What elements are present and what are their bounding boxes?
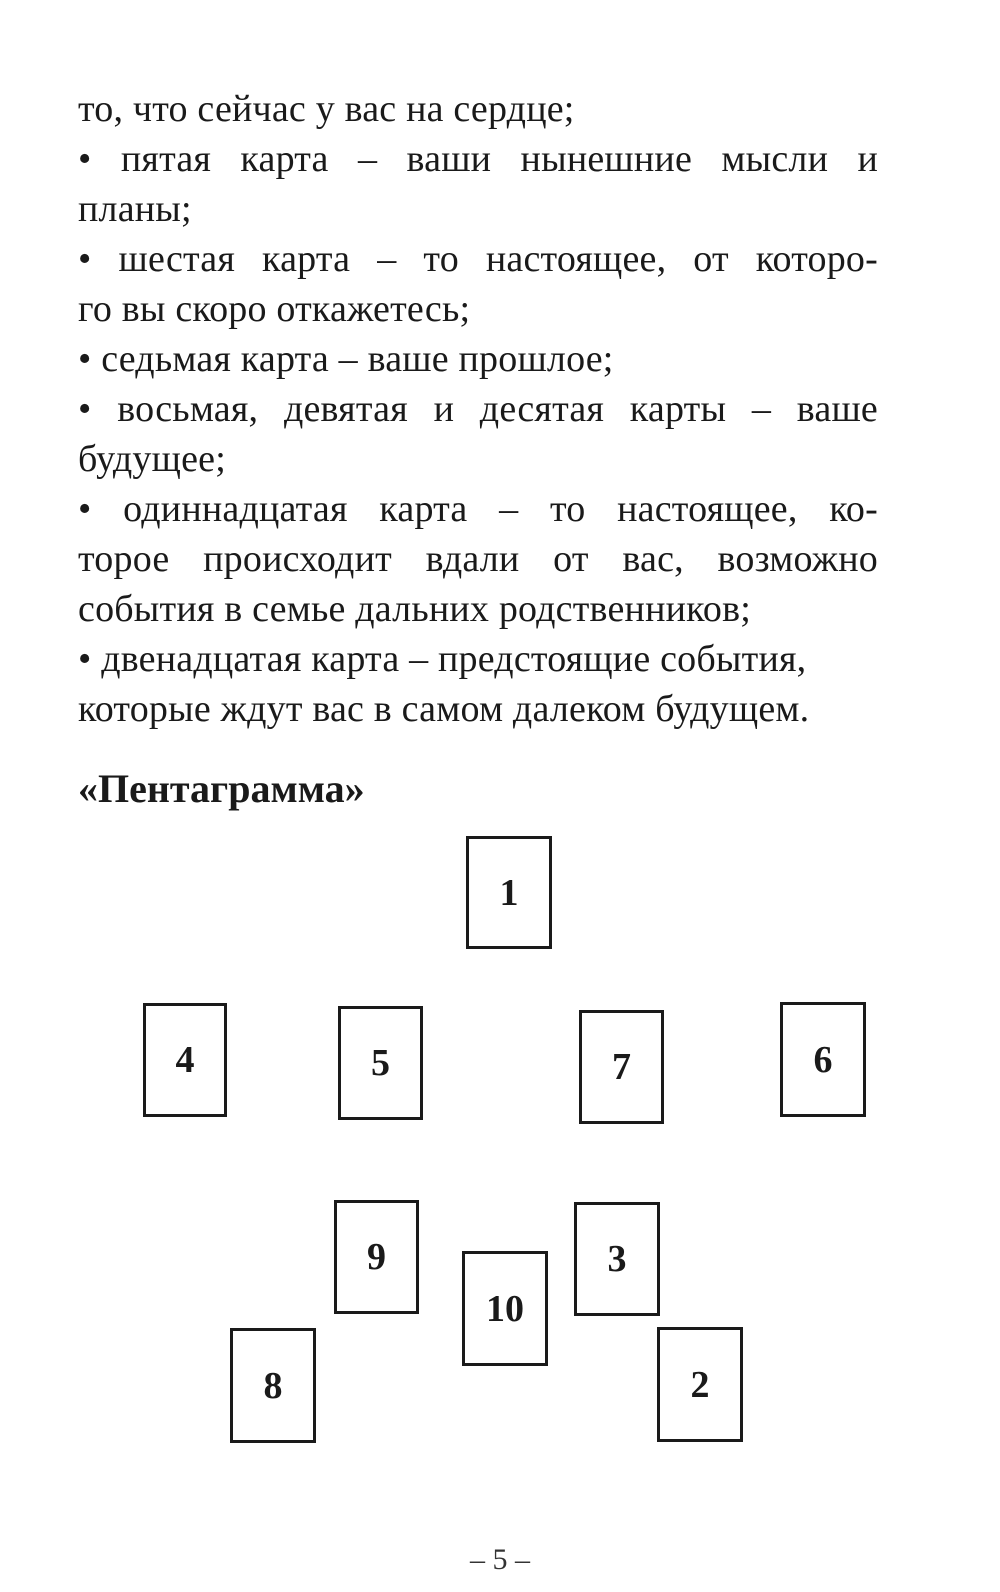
text-line: торое происходит вдали от вас, возможно [78,538,878,580]
card-10: 10 [462,1251,548,1366]
section-title: «Пентаграмма» [78,766,365,811]
card-5: 5 [338,1006,423,1120]
text-line: будущее; [78,438,226,480]
card-4: 4 [143,1003,227,1117]
text-line: • шестая карта – то настоящее, от которо- [78,238,878,280]
card-6: 6 [780,1002,866,1117]
text-line: планы; [78,188,192,230]
card-1: 1 [466,836,552,949]
text-line: • восьмая, девятая и десятая карты – ваше [78,388,878,430]
card-9: 9 [334,1200,419,1314]
text-line: события в семье дальних родственников; [78,588,751,630]
text-line: го вы скоро откажетесь; [78,288,471,330]
body-text [78,84,878,734]
text-line: • седьмая карта – ваше прошлое; [78,338,614,380]
text-line: которые ждут вас в самом далеком будущем. [78,688,810,730]
card-2: 2 [657,1327,743,1442]
card-3: 3 [574,1202,660,1316]
card-7: 7 [579,1010,664,1124]
page-number: – 5 – [470,1543,530,1576]
card-8: 8 [230,1328,316,1443]
text-line: • пятая карта – ваши нынешние мысли и [78,138,878,180]
text-line: • одиннадцатая карта – то настоящее, ко- [78,488,878,530]
text-line: то, что сейчас у вас на сердце; [78,88,575,130]
text-line: • двенадцатая карта – предстоящие события, [78,638,807,680]
